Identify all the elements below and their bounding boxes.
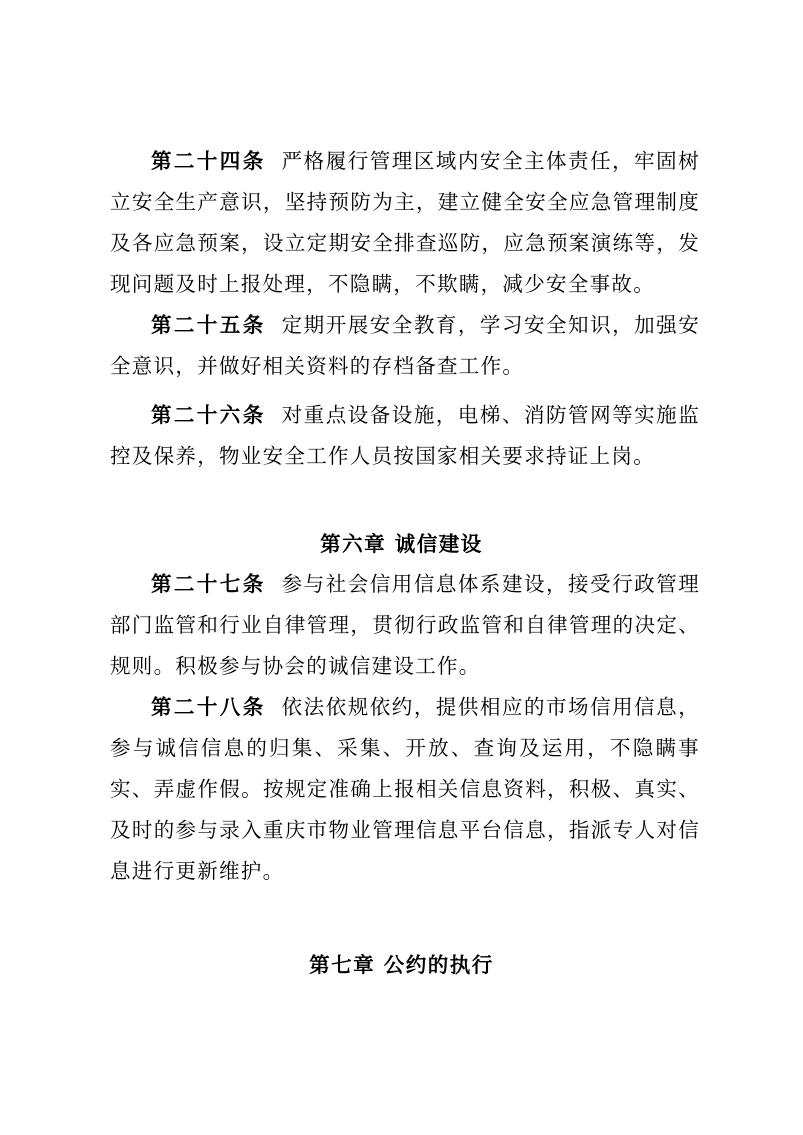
article-28-paragraph (110, 687, 700, 892)
article-text: 依法依规依约，提供相应的市场信用信息，参与诚信信息的归集、采集、开放、查询及运用，不隐瞒事实、弄虚作假。按规定准确上报相关信息资料，积极、真实、及时的参与录入重庆市物业管理信息平台信息，指派专人对信息进行更新维护。 (110, 695, 701, 883)
article-number: 第二十六条 (151, 403, 266, 427)
article-text: 对重点设备设施，电梯、消防管网等实施监控及保养，物业安全工作人员按国家相关要求持证上岗。 (110, 403, 701, 468)
article-25-paragraph (110, 305, 700, 387)
chapter-seven-heading: 第七章 公约的执行 (309, 953, 494, 977)
chapter-six-heading: 第六章 诚信建设 (320, 532, 483, 556)
article-24-paragraph (110, 141, 700, 305)
article-text: 参与社会信用信息体系建设，接受行政管理部门监管和行业自律管理，贯彻行政监管和自律管理的决定、规则。积极参与协会的诚信建设工作。 (110, 572, 701, 678)
article-text: 严格履行管理区域内安全主体责任，牢固树立安全生产意识，坚持预防为主，建立健全安全应急管理制度及各应急预案，设立定期安全排查巡防，应急预案演练等，发现问题及时上报处理，不隐瞒，不欺瞒，减少安全事故。 (110, 149, 701, 296)
article-number: 第二十八条 (151, 695, 266, 719)
article-27-paragraph (110, 564, 700, 687)
article-number: 第二十七条 (151, 572, 266, 596)
article-26-paragraph (110, 395, 700, 477)
article-number: 第二十四条 (151, 149, 266, 173)
article-text: 定期开展安全教育，学习安全知识，加强安全意识，并做好相关资料的存档备查工作。 (110, 313, 701, 378)
article-number: 第二十五条 (151, 313, 266, 337)
